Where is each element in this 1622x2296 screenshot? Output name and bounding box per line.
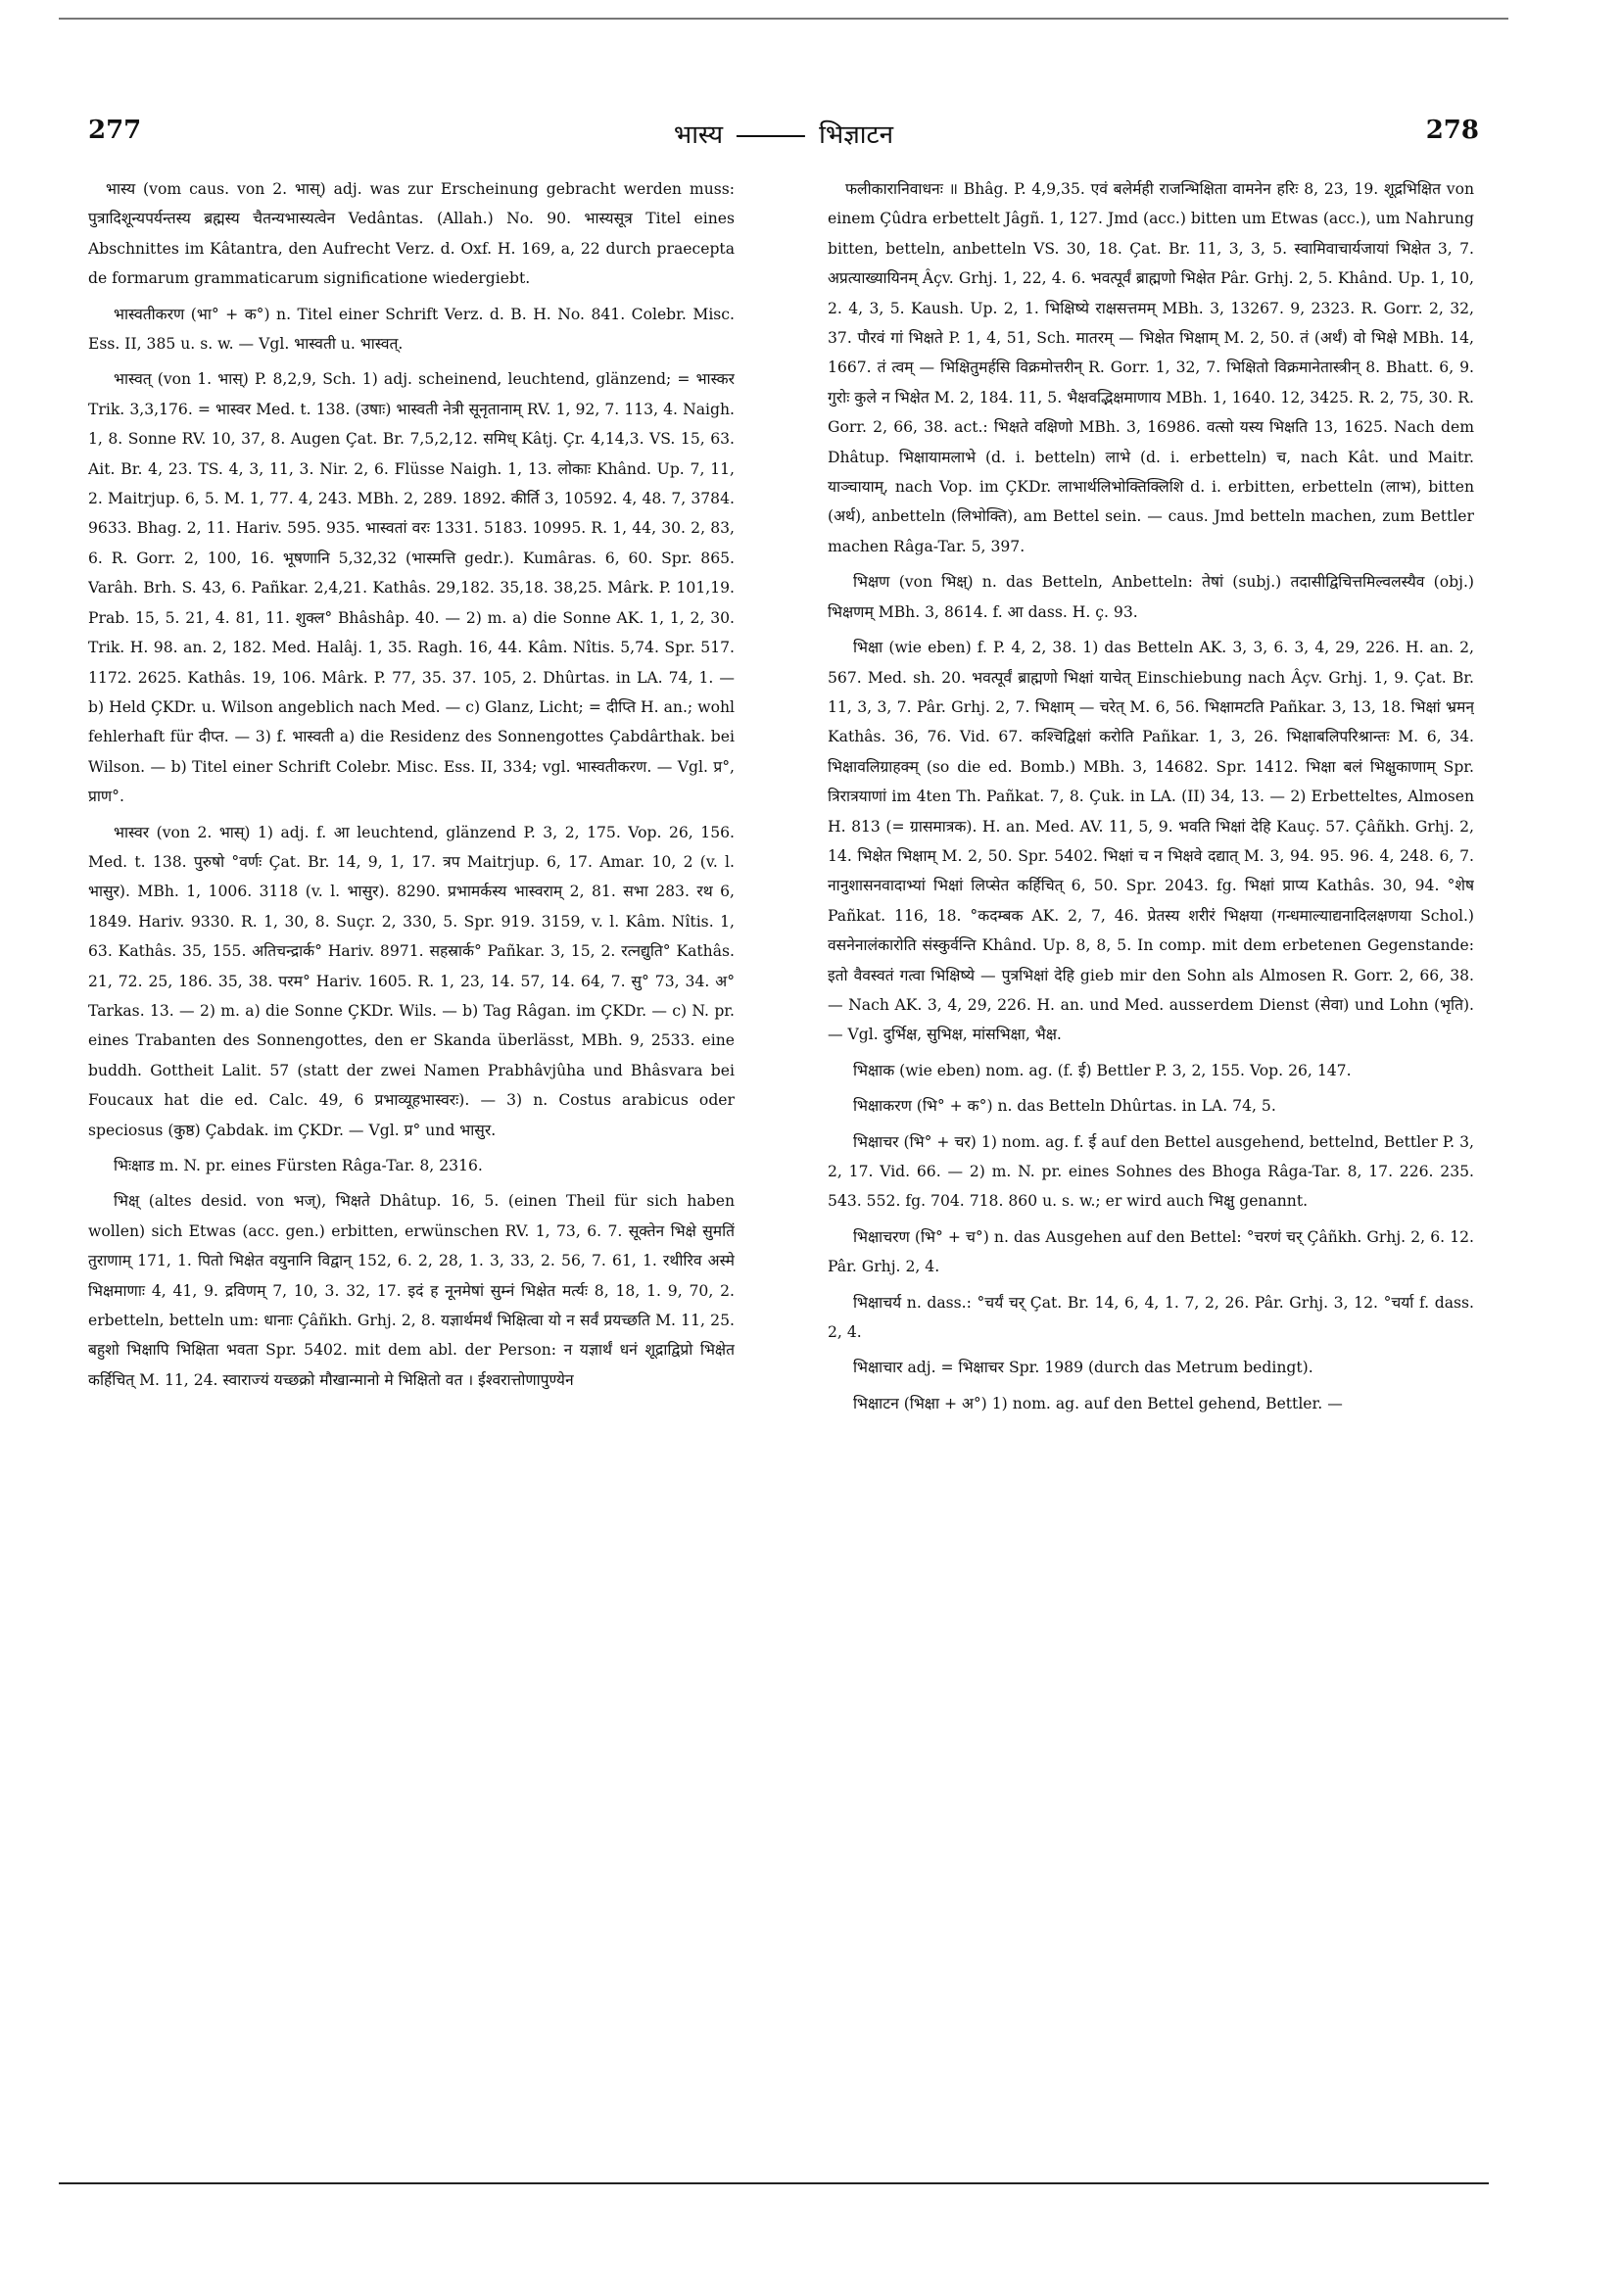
- entry-bhikshaka: भिक्षाक (wie eben) nom. ag. (f. ई) Bettler P. 3, 2, 155. Vop. 26, 147.: [853, 1061, 1352, 1079]
- page-header: [88, 116, 1479, 155]
- entry-bhasya: भास्य (vom caus. von 2. भास्) adj. was zur Erscheinung gebracht werden muss: पुत्रादिशून्यपर्यन्तस्य ब्रह्मस्य चैतन्यभास्यत्वेन Vedântas. (Allah.) No. 90. भास्यसूत्र Titel eines Abschnittes im Kâtantra, den Aufrecht Verz. d. Oxf. H. 169, a, 22 durch praecepta de formarum grammaticarum significatione wiedergiebt.: [88, 180, 735, 288]
- headword-left: भास्य: [673, 120, 724, 150]
- entry-bhikshatana: भिक्षाटन (भिक्षा + अ°) 1) nom. ag. auf den Bettel gehend, Bettler. —: [853, 1394, 1343, 1412]
- entry-bhikshana: भिक्षण (von भिक्ष्) n. das Betteln, Anbetteln: तेषां (subj.) तदासीद्विचित्तमिल्वलस्यैव (obj.) भिक्षणम् MBh. 3, 8614. f. आ dass. H. ç. 93.: [828, 573, 1474, 621]
- entry-bhasvat: भास्वत् (von 1. भास्) P. 8,2,9, Sch. 1) adj. scheinend, leuchtend, glänzend; = भास्कर Trik. 3,3,176. = भास्वर Med. t. 138. (उषाः) भास्वती नेत्री सूनृतानाम् RV. 1, 92, 7. 113, 4. Naigh. 1, 8. Sonne RV. 10, 37, 8. Augen Çat. Br. 7,5,2,12. समिध् Kâtj. Çr. 4,14,3. VS. 15, 63. Ait. Br. 4, 23. TS. 4, 3, 11, 3. Nir. 2, 6. Flüsse Naigh. 1, 13. लोकाः Khând. Up. 7, 11, 2. Maitrjup. 6, 5. M. 1, 77. 4, 243. MBh. 2, 289. 1892. कीर्ति 3, 10592. 4, 48. 7, 3784. 9633. Bhag. 2, 11. Hariv. 595. 935. भास्वतां वरः 1331. 5183. 10995. R. 1, 44, 30. 2, 83, 6. R. Gorr. 2, 100, 16. भूषणानि 5,32,32 (भास्मत्ति gedr.). Kumâras. 6, 60. Spr. 865. Varâh. Brh. S. 43, 6. Pañkar. 2,4,21. Kathâs. 29,182. 35,18. 38,25. Mârk. P. 101,19. Prab. 15, 5. 21, 4. 81, 11. शुक्ल° Bhâshâp. 40. — 2) m. a) die Sonne AK. 1, 1, 2, 30. Trik. H. 98. an. 2, 182. Med. Halâj. 1, 35. Ragh. 16, 44. Kâm. Nîtis. 5,74. Spr. 517. 1172. 2625. Kathâs. 19, 106. Mârk. P. 77, 35. 37. 105, 2. Dhûrtas. in LA. 74, 1. — b) Held ÇKDr. u. Wilson angeblich nach Med. — c) Glanz, Licht; = दीप्ति H. an.; wohl fehlerhaft für दीप्त. — 3) f. भास्वती a) die Residenz des Sonnengottes Çabdârthak. bei Wilson. — b) Titel einer Schrift Colebr. Misc. Ess. II, 334; vgl. भास्वतीकरण. — Vgl. प्र°, प्राण°.: [88, 370, 735, 806]
- page-number-left: 277: [88, 116, 142, 145]
- entry-bhasvara: भास्वर (von 2. भास्) 1) adj. f. आ leuchtend, glänzend P. 3, 2, 175. Vop. 26, 156. Med. t. 138. पुरुषो °वर्णः Çat. Br. 14, 9, 1, 17. त्रप Maitrjup. 6, 17. Amar. 10, 2 (v. l. भासुर). MBh. 1, 1006. 3118 (v. l. भासुर). 8290. प्रभामर्कस्य भास्वराम् 2, 81. सभा 283. रथ 6, 1849. Hariv. 9330. R. 1, 30, 8. Suçr. 2, 330, 5. Spr. 919. 3159, v. l. Kâm. Nîtis. 1, 63. Kathâs. 35, 155. अतिचन्द्रार्क° Hariv. 8971. सहस्रार्क° Pañkar. 3, 15, 2. रत्नद्युति° Kathâs. 21, 72. 25, 186. 35, 38. परम° Hariv. 1605. R. 1, 23, 14. 57, 14. 64, 7. सु° 73, 34. अ° Tarkas. 13. — 2) m. a) die Sonne ÇKDr. Wils. — b) Tag Râgan. im ÇKDr. — c) N. pr. eines Trabanten des Sonnengottes, den er Skanda überlässt, MBh. 9, 2533. eine buddh. Gottheit Lalit. 57 (statt der zwei Namen Prabhâvjûha und Bhâsvara bei Foucaux hat die ed. Calc. 49, 6 प्रभाव्यूहभास्वरः). — 3) n. Costus arabicus oder speciosus (कुष्ठ) Çabdak. im ÇKDr. — Vgl. प्र° und भासुर.: [88, 823, 735, 1139]
- headword-right: भिज्ञाटन: [819, 120, 894, 150]
- entry-bhikshacharya: भिक्षाचर्य n. dass.: °चर्यं चर् Çat. Br. 14, 6, 4, 1. 7, 2, 26. Pâr. Grhj. 3, 12. °चर्या f. dass. 2, 4.: [828, 1293, 1474, 1342]
- running-headwords: [674, 116, 893, 151]
- entry-bhiksh-continued: फलीकारानिवाधनः ॥ Bhâg. P. 4,9,35. एवं बलेर्मही राजन्भिक्षिता वामनेन हरिः 8, 23, 19. शूद्रभिक्षित von einem Çûdra erbettelt Jâgñ. 1, 127. Jmd (acc.) bitten um Etwas (acc.), um Nahrung bitten, betteln, anbetteln VS. 30, 18. Çat. Br. 11, 3, 3, 5. स्वामिवाचार्यजायां भिक्षेत 3, 7. अप्रत्याख्यायिनम् Âçv. Grhj. 1, 22, 4. 6. भवत्पूर्वं ब्राह्मणो भिक्षेत Pâr. Grhj. 2, 5. Khând. Up. 1, 10, 2. 4, 3, 5. Kaush. Up. 2, 1. भिक्षिष्ये राक्षसत्तमम् MBh. 3, 13267. 9, 2323. R. Gorr. 2, 32, 37. पौरवं गां भिक्षते P. 1, 4, 51, Sch. मातरम् — भिक्षेत भिक्षाम् M. 2, 50. तं (अर्थं) वो भिक्षे MBh. 14, 1667. तं त्वम् — भिक्षितुमर्हसि विक्रमोत्तरीन् R. Gorr. 1, 32, 7. भिक्षितो विक्रमानेतास्त्रीन् 8. Bhatt. 6, 9. गुरोः कुले न भिक्षेत M. 2, 184. 11, 5. भैक्षवद्भिक्षमाणाय MBh. 1, 1640. 12, 3425. R. 2, 75, 30. R. Gorr. 2, 66, 38. act.: भिक्षते वक्षिणो MBh. 3, 16986. वत्सो यस्य भिक्षति 13, 1625. Nach dem Dhâtup. भिक्षायामलाभे (d. i. betteln) लाभे (d. i. erbetteln) च, nach Kât. und Maitr. याञ्चायाम्, nach Vop. im ÇKDr. लाभार्थलिभोक्तिक्लिशि d. i. erbitten, erbetteln (लाभ), bitten (अर्थ), anbetteln (लिभोक्ति), am Bettel sein. — caus. Jmd betteln machen, zum Bettler machen Râga-Tar. 5, 397.: [828, 180, 1474, 555]
- entry-bhikshachara-adj: भिक्षाचार adj. = भिक्षाचर Spr. 1989 (durch das Metrum bedingt).: [853, 1359, 1313, 1377]
- entry-bhiksh: भिक्ष् (altes desid. von भज्), भिक्षते Dhâtup. 16, 5. (einen Theil für sich haben wollen) sich Etwas (acc. gen.) erbitten, erwünschen RV. 1, 73, 6. 7. सूक्तेन भिक्षे सुमतिं तुराणाम् 171, 1. पितो भिक्षेत वयुनानि विद्वान् 152, 6. 2, 28, 1. 3, 33, 2. 56, 7. 61, 1. रथीरिव अस्मे भिक्षमाणाः 4, 41, 9. द्रविणम् 7, 10, 3. 32, 17. इदं ह नूनमेषां सुम्नं भिक्षेत मर्त्यः 8, 18, 1. 9, 70, 2. erbetteln, betteln um: धानाः Çâñkh. Grhj. 2, 8. यज्ञार्थमर्थं भिक्षित्वा यो न सर्वं प्रयच्छति M. 11, 25. बहुशो भिक्षापि भिक्षिता भवता Spr. 5402. mit dem abl. der Person: न यज्ञार्थं धनं शूद्राद्विप्रो भिक्षेत कर्हिचित् M. 11, 24. स्वाराज्यं यच्छक्रो मौखान्मानो मे भिक्षितो वत । ईश्वरात्तोणापुण्येन: [88, 1192, 735, 1389]
- top-rule: [59, 18, 1508, 20]
- right-column: [828, 174, 1474, 2143]
- bottom-rule: [59, 2182, 1489, 2184]
- entry-bhiksha: भिक्षा (wie eben) f. P. 4, 2, 38. 1) das Betteln AK. 3, 3, 6. 3, 4, 29, 226. H. an. 2, 567. Med. sh. 20. भवत्पूर्वं ब्राह्मणो भिक्षां याचेत् Einschiebung nach Âçv. Grhj. 1, 9. Çat. Br. 11, 3, 3, 7. Pâr. Grhj. 2, 7. भिक्षाम् — चरेत् M. 6, 56. भिक्षामटति Pañkar. 3, 13, 18. भिक्षां भ्रमन् Kathâs. 36, 76. Vid. 67. कश्चिद्विक्षां करोति Pañkar. 1, 3, 26. भिक्षाबलिपरिश्रान्तः M. 6, 34. भिक्षावलिग्राहक्म् (so die ed. Bomb.) MBh. 3, 14682. Spr. 1412. भिक्षा बलं भिक्षुकाणाम् Spr. त्रिरात्रयाणां im 4ten Th. Pañkat. 7, 8. Çuk. in LA. (II) 34, 13. — 2) Erbetteltes, Almosen H. 813 (= ग्रासमात्रक). H. an. Med. AV. 11, 5, 9. भवति भिक्षां देहि Kauç. 57. Çâñkh. Grhj. 2, 14. भिक्षेत भिक्षाम् M. 2, 50. Spr. 5402. भिक्षां च न भिक्षवे दद्यात् M. 3, 94. 95. 96. 4, 248. 6, 7. नानुशासनवादाभ्यां भिक्षां लिप्सेत कर्हिचित् 6, 50. Spr. 2043. fg. भिक्षां प्राप्य Kathâs. 30, 94. °शेष Pañkat. 116, 18. °कदम्बक AK. 2, 7, 46. प्रेतस्य शरीरं भिक्षया (गन्धमाल्याद्यनादिलक्षणया Schol.) वसनेनालंकारोति संस्कुर्वन्ति Khând. Up. 8, 8, 5. In comp. mit dem erbetenen Gegenstande: इतो वैवस्वतं गत्वा भिक्षिष्ये — पुत्रभिक्षां देहि gieb mir den Sohn als Almosen R. Gorr. 2, 66, 38. — Nach AK. 3, 4, 29, 226. H. an. und Med. ausserdem Dienst (सेवा) und Lohn (भृति). — Vgl. दुर्भिक्ष, सुभिक्ष, मांसभिक्षा, भैक्ष.: [828, 639, 1474, 1044]
- entry-bhikshacharana: भिक्षाचरण (भि° + च°) n. das Ausgehen auf den Bettel: °चरणं चर् Çâñkh. Grhj. 2, 6. 12. Pâr. Grhj. 2, 4.: [828, 1227, 1474, 1276]
- entry-bhikshachara: भिक्षाचर (भि° + चर) 1) nom. ag. f. ई auf den Bettel ausgehend, bettelnd, Bettler P. 3, 2, 17. Vid. 66. — 2) m. N. pr. eines Sohnes des Bhoga Râga-Tar. 8, 17. 226. 235. 543. 552. fg. 704. 718. 860 u. s. w.; er wird auch भिक्षु genannt.: [828, 1132, 1474, 1211]
- headword-dash: [737, 135, 805, 137]
- entry-bhihkshada: भिःक्षाड m. N. pr. eines Fürsten Râga-Tar. 8, 2316.: [114, 1157, 483, 1174]
- page-number-right: 278: [1425, 116, 1479, 145]
- entry-bhasvatikarana: भास्वतीकरण (भा° + क°) n. Titel einer Schrift Verz. d. B. H. No. 841. Colebr. Misc. Ess. II, 385 u. s. w. — Vgl. भास्वती u. भास्वत्.: [88, 305, 735, 354]
- entry-bhikshakarana: भिक्षाकरण (भि° + क°) n. das Betteln Dhûrtas. in LA. 74, 5.: [853, 1097, 1276, 1116]
- left-column: [88, 174, 735, 2143]
